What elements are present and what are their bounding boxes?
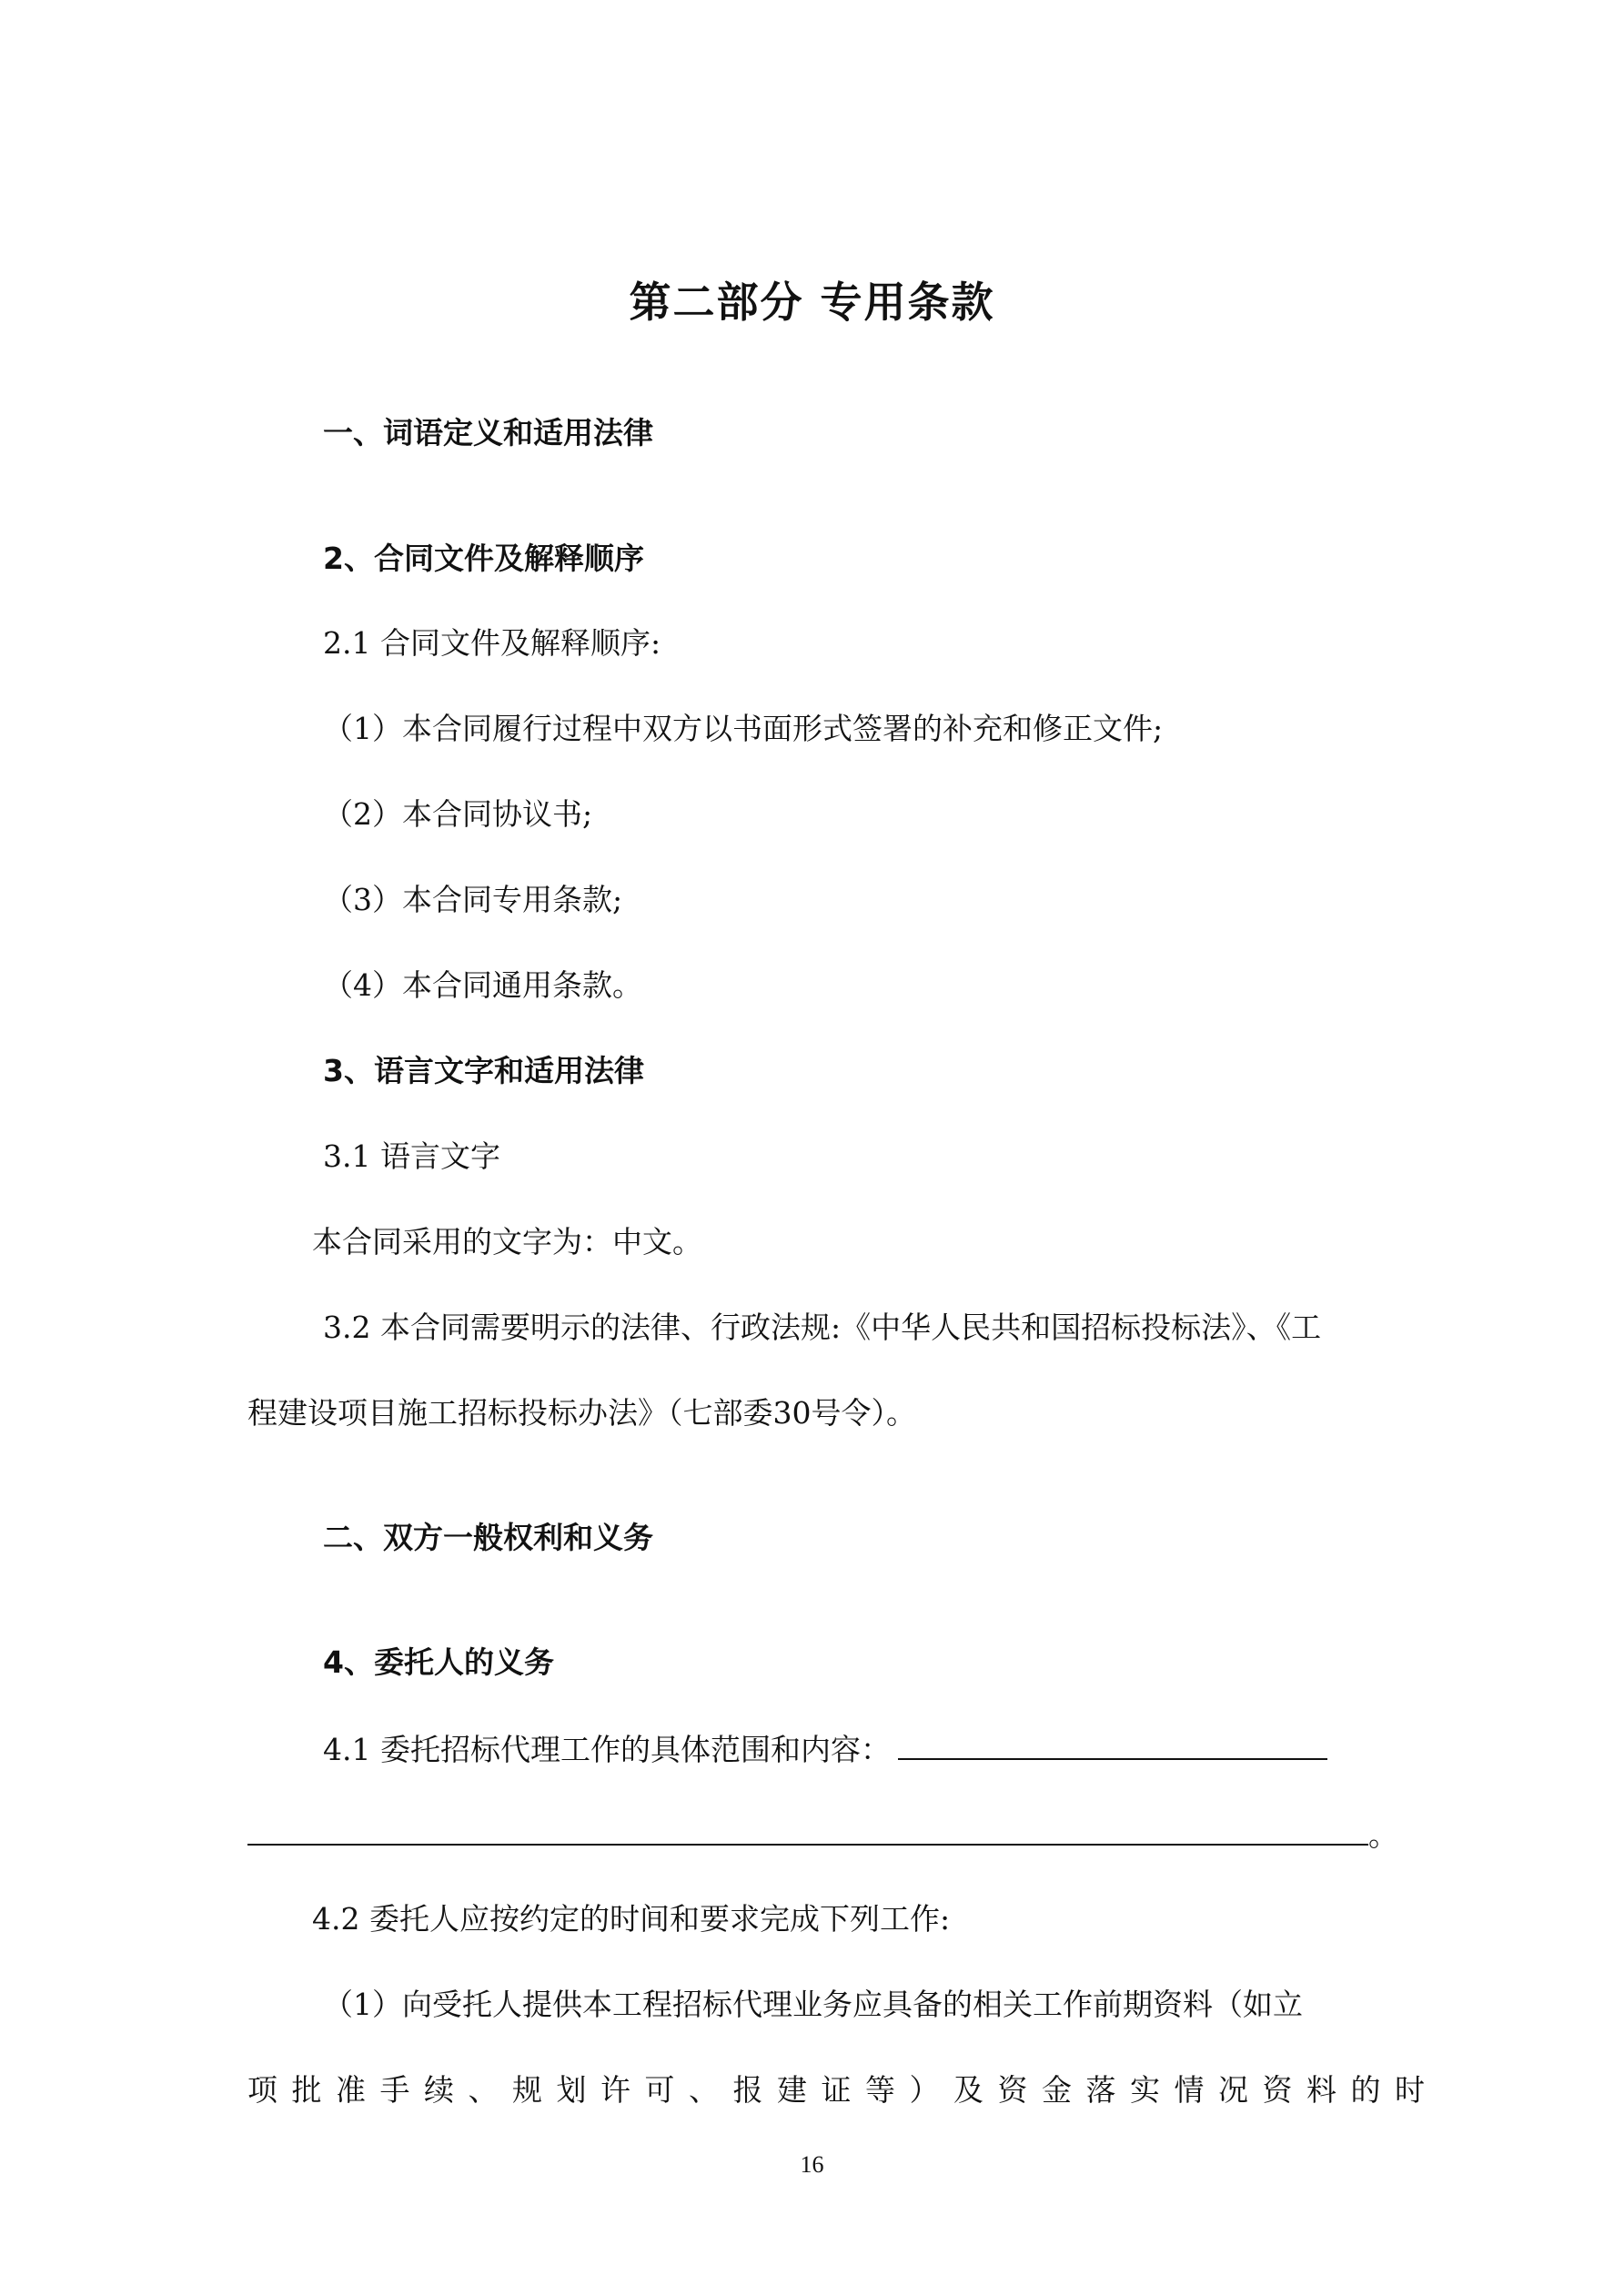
fill-in-blank-line: [898, 1727, 1327, 1760]
page-number: 16: [800, 2151, 824, 2178]
clause-3-1-text: 本合同采用的文字为：中文。: [312, 1224, 702, 1259]
clause-4-1-continuation: [247, 1813, 1398, 1856]
clause-2-1-item: （4）本合同通用条款。: [323, 967, 642, 1003]
clause-2-1: 2.1 合同文件及解释顺序:: [323, 625, 661, 661]
clause-4-1: [323, 1727, 1327, 1771]
clause-4-heading: 4、委托人的义务: [323, 1644, 554, 1680]
section-heading-2: 二、双方一般权利和义务: [323, 1520, 653, 1555]
clause-4-1-label: 4.1 委托招标代理工作的具体范围和内容：: [323, 1732, 891, 1767]
clause-3-2-line-1: 3.2 本合同需要明示的法律、行政法规:《中华人民共和国招标投标法》、《工: [323, 1310, 1322, 1345]
clause-4-1-end: 。: [1368, 1817, 1398, 1853]
page-title: 第二部分 专用条款: [629, 278, 995, 327]
clause-4-2-item-1-line-2: 项批准手续、规划许可、报建证等）及资金落实情况资料的时: [247, 2072, 1439, 2108]
clause-3-heading: 3、语言文字和适用法律: [323, 1053, 644, 1088]
clause-2-1-item: （1）本合同履行过程中双方以书面形式签署的补充和修正文件;: [323, 711, 1164, 746]
clause-2-heading: 2、合同文件及解释顺序: [323, 541, 644, 576]
clause-2-1-item: （2）本合同协议书;: [323, 796, 593, 832]
clause-4-2-item-1-line-1: （1）向受托人提供本工程招标代理业务应具备的相关工作前期资料（如立: [323, 1987, 1303, 2022]
clause-2-1-item: （3）本合同专用条款;: [323, 882, 623, 917]
clause-3-1: 3.1 语言文字: [323, 1138, 500, 1174]
clause-3-2-line-2: 程建设项目施工招标投标办法》（七部委30号令）。: [247, 1395, 916, 1431]
section-heading-1: 一、词语定义和适用法律: [323, 415, 653, 450]
clause-4-2: 4.2 委托人应按约定的时间和要求完成下列工作:: [312, 1901, 951, 1937]
fill-in-blank-line: [247, 1813, 1368, 1846]
